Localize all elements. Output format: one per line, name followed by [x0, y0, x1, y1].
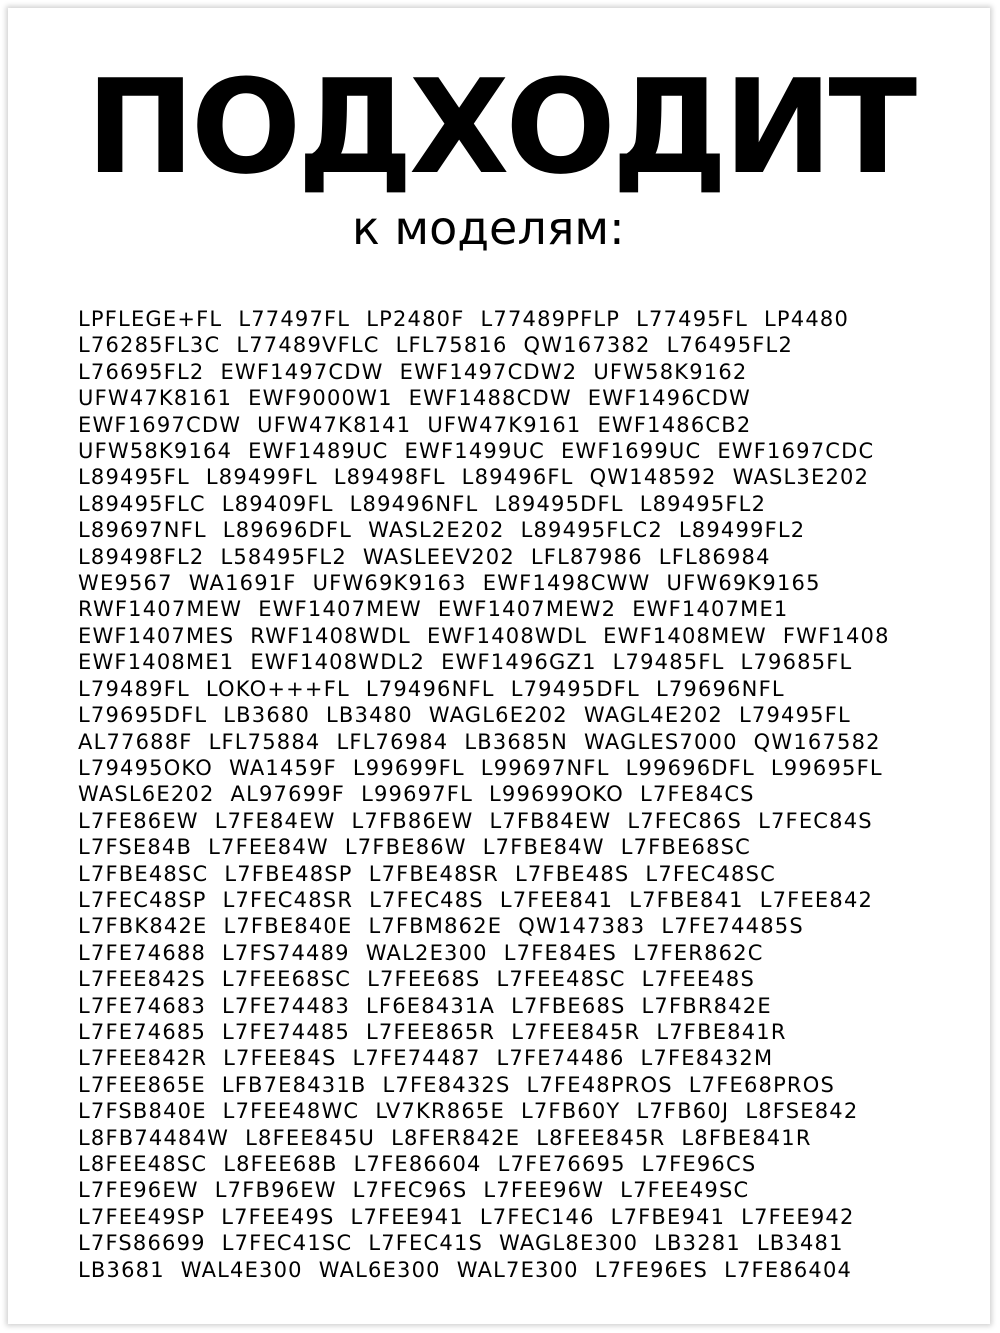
- model-code: LP4480: [764, 307, 850, 331]
- model-code: L7FS74489: [222, 940, 350, 965]
- model-code: WA1459F: [229, 755, 337, 780]
- model-code: LB3480: [326, 703, 413, 728]
- model-line: [78, 1125, 948, 1151]
- model-code: L7FE74486: [496, 1046, 625, 1071]
- model-line: [78, 385, 948, 411]
- model-code: L58495FL2: [220, 544, 347, 569]
- model-line: [78, 464, 948, 490]
- model-code: L8FEE48SC: [78, 1152, 208, 1176]
- model-code: EWF1697CDC: [717, 439, 875, 464]
- model-code: L8FER842E: [391, 1125, 521, 1150]
- model-line: [78, 570, 948, 596]
- model-code: L76495FL2: [666, 333, 794, 358]
- model-code: L7FE8432M: [640, 1046, 774, 1071]
- model-code: EWF1497CDW: [220, 359, 384, 384]
- model-code: L7FEC48SC: [645, 861, 777, 886]
- model-code: L7FE74685: [78, 1019, 207, 1044]
- model-code: LFL75884: [208, 729, 321, 754]
- model-code: FWF1408: [782, 623, 890, 648]
- model-code: L79496NFL: [365, 676, 495, 701]
- model-code: L7FEE942: [741, 1204, 855, 1229]
- model-code: EWF1408ME1: [78, 650, 235, 675]
- model-line: [78, 940, 948, 966]
- model-code: L77497FL: [238, 307, 351, 331]
- model-line: [78, 993, 948, 1019]
- model-code: EWF1499UC: [404, 439, 545, 464]
- model-code: WE9567: [78, 571, 173, 596]
- model-code: QW167582: [753, 729, 881, 754]
- model-code: L7FBE86W: [344, 835, 467, 860]
- model-code: L89495FL2: [639, 491, 767, 516]
- model-code: L7FBE84W: [482, 835, 605, 860]
- model-code: L7FE86404: [724, 1257, 853, 1282]
- model-code: LF6E8431A: [366, 993, 496, 1018]
- model-code: EWF1497CDW2: [399, 359, 578, 384]
- model-code: QW148592: [589, 465, 717, 490]
- model-line: [78, 438, 948, 464]
- model-code: L7FE84CS: [639, 782, 755, 807]
- model-line: [78, 808, 948, 834]
- model-code: L7FE74485: [222, 1019, 351, 1044]
- model-code: L89495DFL: [494, 491, 624, 516]
- model-line: [78, 596, 948, 622]
- model-code: L79485FL: [612, 650, 725, 675]
- model-code: L89495FL: [78, 465, 190, 490]
- model-line: [78, 1072, 948, 1098]
- model-code: L7FB96EW: [214, 1178, 337, 1203]
- model-line: [78, 1151, 948, 1177]
- model-code: L7FEE865E: [78, 1072, 206, 1097]
- model-code: L7FE84ES: [503, 940, 618, 965]
- model-code: L89498FL2: [78, 544, 205, 569]
- model-code: L77495FL: [636, 307, 749, 331]
- model-code: L7FE84EW: [214, 808, 336, 833]
- model-code: L7FBE68S: [511, 993, 626, 1018]
- model-code: L76695FL2: [78, 359, 205, 384]
- model-code: LV7KR865E: [375, 1099, 505, 1124]
- model-line: [78, 544, 948, 570]
- model-code: EWF1489UC: [248, 439, 389, 464]
- model-code: L89498FL: [333, 465, 446, 490]
- model-code: L8FB74484W: [78, 1125, 230, 1150]
- model-code: LFL76984: [336, 729, 449, 754]
- model-code: LP2480F: [366, 307, 465, 331]
- model-code: L7FEC48SP: [78, 887, 207, 912]
- model-code: L7FEC41S: [368, 1231, 484, 1256]
- model-code: L89496FL: [461, 465, 574, 490]
- model-code: L7FBR842E: [641, 993, 772, 1018]
- model-code: L7FBE48SC: [78, 861, 209, 886]
- model-code: EWF1699UC: [560, 439, 702, 464]
- model-code: L7FE96EW: [78, 1178, 199, 1203]
- model-code: L79495FL: [738, 703, 851, 728]
- model-code: EWF1407MEW: [258, 597, 422, 622]
- page-subtitle: к моделям:: [352, 201, 625, 255]
- model-line: [78, 1257, 948, 1283]
- model-code: WAL7E300: [456, 1257, 579, 1282]
- model-line: [78, 1045, 948, 1071]
- model-code: L7FSE84B: [78, 835, 193, 860]
- model-code: UFW47K8161: [78, 386, 233, 411]
- model-code: L89499FL2: [678, 518, 806, 543]
- model-code: L79489FL: [78, 676, 190, 701]
- model-code: L7FEC48SR: [222, 887, 354, 912]
- model-code: L7FB60Y: [520, 1099, 621, 1124]
- model-code: L7FEE865R: [366, 1019, 496, 1044]
- model-code: L8FEE845R: [536, 1125, 666, 1150]
- model-code: L99696DFL: [625, 755, 755, 780]
- model-line: [78, 1098, 948, 1124]
- model-code: L77489PFLP: [480, 307, 621, 331]
- model-code: LFB7E8431B: [221, 1072, 367, 1097]
- model-code: EWF1407MEW2: [437, 597, 617, 622]
- model-code: AL97699F: [230, 782, 346, 807]
- model-code: L7FEE842: [759, 887, 874, 912]
- model-code: WAGLES7000: [584, 729, 738, 754]
- model-code: L7FEE941: [350, 1204, 464, 1229]
- model-code: L79685FL: [740, 650, 853, 675]
- model-line: [78, 887, 948, 913]
- model-code: L77489VFLC: [236, 333, 380, 358]
- model-code: L7FBM862E: [368, 914, 503, 939]
- model-code: L99695FL: [770, 755, 883, 780]
- model-code: L79495DFL: [510, 676, 640, 701]
- model-code: EWF1408MEW: [603, 623, 767, 648]
- model-line: [78, 861, 948, 887]
- model-code: L89409FL: [221, 491, 334, 516]
- model-code: L89496NFL: [349, 491, 479, 516]
- model-code: L7FEC84S: [758, 808, 873, 833]
- model-code: L7FEE842R: [78, 1046, 208, 1071]
- model-code: L99697FL: [361, 782, 473, 807]
- model-code: RWF1408WDL: [250, 623, 411, 648]
- model-line: [78, 676, 948, 702]
- model-code: L89499FL: [205, 465, 318, 490]
- model-code: L7FBE841R: [656, 1019, 787, 1044]
- model-line: [78, 966, 948, 992]
- model-code: L8FSE842: [745, 1099, 859, 1124]
- model-code: L7FB84EW: [489, 808, 612, 833]
- model-code: UFW69K9163: [312, 571, 467, 596]
- model-code: EWF1408WDL2: [250, 650, 426, 675]
- model-code: L99697NFL: [480, 755, 610, 780]
- model-code: LFL75816: [395, 333, 508, 358]
- model-code: EWF9000W1: [248, 386, 393, 411]
- model-code: L7FE74487: [352, 1046, 481, 1071]
- model-code: L7FBE48SP: [224, 861, 353, 886]
- model-code: L89697NFL: [78, 518, 207, 543]
- model-line: [78, 702, 948, 728]
- model-code: L7FEC48S: [369, 887, 484, 912]
- model-code: L7FBE68SC: [620, 835, 752, 860]
- model-code: L7FEC41SC: [221, 1231, 353, 1256]
- model-code: WASL6E202: [78, 782, 215, 807]
- model-code: L7FBE840E: [223, 914, 353, 939]
- model-code: LB3481: [756, 1231, 844, 1256]
- model-code: EWF1407MES: [78, 623, 235, 648]
- model-line: [78, 412, 948, 438]
- model-code: LFL87986: [530, 544, 643, 569]
- model-code: L76285FL3C: [78, 333, 221, 358]
- model-line: [78, 729, 948, 755]
- model-code: UFW58K9162: [593, 359, 748, 384]
- model-code: L7FBK842E: [78, 914, 208, 939]
- model-code: L7FEE49SP: [78, 1204, 206, 1229]
- model-code: WASL3E202: [732, 465, 870, 490]
- model-code: LB3681: [78, 1257, 165, 1282]
- model-code: WAL4E300: [180, 1257, 303, 1282]
- model-code: L7FEE841: [499, 887, 614, 912]
- model-code: UFW47K8141: [257, 412, 412, 437]
- model-code: UFW47K9161: [427, 412, 582, 437]
- model-code: UFW69K9165: [666, 571, 821, 596]
- model-code: L7FEE84W: [208, 835, 329, 860]
- model-code: LB3685N: [464, 729, 569, 754]
- model-code: L7FE86604: [353, 1152, 482, 1176]
- model-code: L7FEE48WC: [222, 1099, 360, 1124]
- model-code: L7FE8432S: [382, 1072, 511, 1097]
- model-code: L79695DFL: [78, 703, 208, 728]
- model-code: WA1691F: [188, 571, 297, 596]
- model-code: AL77688F: [78, 729, 193, 754]
- model-code: WAL6E300: [318, 1257, 441, 1282]
- model-code: L8FEE68B: [223, 1152, 338, 1176]
- model-code: WAL2E300: [365, 940, 488, 965]
- model-code: L79495OKO: [78, 755, 213, 780]
- model-code: WAGL8E300: [499, 1231, 639, 1256]
- model-code: L7FE74485S: [661, 914, 804, 939]
- model-line: [78, 755, 948, 781]
- model-code: L7FE96CS: [641, 1152, 757, 1176]
- model-code: WASL2E202: [368, 518, 505, 543]
- model-code: L7FB86EW: [351, 808, 474, 833]
- model-line: [78, 649, 948, 675]
- model-code: L7FEE48SC: [496, 967, 626, 992]
- model-code: L7FE74683: [78, 993, 207, 1018]
- model-line: [78, 517, 948, 543]
- model-code: L7FEE48S: [641, 967, 755, 992]
- model-code: L7FEE49SC: [620, 1178, 750, 1203]
- model-line: [78, 1204, 948, 1230]
- model-code: L7FE48PROS: [526, 1072, 673, 1097]
- model-code: EWF1697CDW: [78, 412, 242, 437]
- model-code: WAGL6E202: [428, 703, 568, 728]
- model-code: L7FEE84S: [223, 1046, 337, 1071]
- model-code: L89495FLC: [78, 491, 206, 516]
- model-code: QW147383: [518, 914, 646, 939]
- model-code: L7FE68PROS: [688, 1072, 835, 1097]
- model-code: L8FEE845U: [245, 1125, 376, 1150]
- model-code: EWF1486CB2: [597, 412, 752, 437]
- model-code: L7FEE68S: [367, 967, 481, 992]
- model-code: LFL86984: [658, 544, 771, 569]
- model-code: QW167382: [523, 333, 651, 358]
- model-code: LB3680: [223, 703, 311, 728]
- model-code: L7FSB840E: [78, 1099, 207, 1124]
- model-code: EWF1496GZ1: [441, 650, 597, 675]
- model-code: UFW58K9164: [78, 439, 233, 464]
- model-line: [78, 359, 948, 385]
- model-code: L7FE76695: [497, 1152, 626, 1176]
- model-code: L7FER862C: [633, 940, 764, 965]
- model-code: L99699OKO: [488, 782, 624, 807]
- model-list: [78, 306, 948, 1283]
- model-code: LOKO+++FL: [205, 676, 350, 701]
- model-code: L7FEE96W: [483, 1178, 605, 1203]
- model-code: L7FEE68SC: [221, 967, 352, 992]
- model-code: L7FEC86S: [627, 808, 743, 833]
- model-line: [78, 491, 948, 517]
- model-code: L7FBE48S: [514, 861, 630, 886]
- model-line: [78, 306, 948, 332]
- model-code: L7FE74483: [222, 993, 351, 1018]
- model-code: RWF1407MEW: [78, 597, 243, 622]
- model-code: L7FEC96S: [352, 1178, 468, 1203]
- model-code: LPFLEGE+FL: [78, 307, 223, 331]
- model-code: L8FBE841R: [681, 1125, 812, 1150]
- model-code: L7FBE48SR: [368, 861, 499, 886]
- model-code: L7FE86EW: [78, 808, 199, 833]
- model-line: [78, 1230, 948, 1256]
- model-code: L7FE74688: [78, 940, 207, 965]
- model-code: L99699FL: [352, 755, 465, 780]
- model-code: EWF1407ME1: [632, 597, 789, 622]
- model-code: L89696DFL: [222, 518, 353, 543]
- model-line: [78, 1019, 948, 1045]
- model-code: L7FEE845R: [511, 1019, 641, 1044]
- model-code: WASLEEV202: [362, 544, 515, 569]
- model-line: [78, 834, 948, 860]
- model-code: L7FS86699: [78, 1231, 206, 1256]
- model-code: L7FBE841: [629, 887, 744, 912]
- model-code: L79696NFL: [655, 676, 785, 701]
- model-code: L7FBE941: [610, 1204, 726, 1229]
- model-line: [78, 332, 948, 358]
- model-code: EWF1488CDW: [408, 386, 572, 411]
- model-code: L7FE96ES: [594, 1257, 709, 1282]
- model-code: L89495FLC2: [520, 518, 663, 543]
- model-code: EWF1408WDL: [426, 623, 588, 648]
- model-code: WAGL4E202: [583, 703, 723, 728]
- model-code: L7FB60J: [636, 1099, 730, 1124]
- model-code: LB3281: [654, 1231, 741, 1256]
- model-line: [78, 781, 948, 807]
- model-code: L7FEE842S: [78, 967, 206, 992]
- model-code: EWF1498CWW: [482, 571, 651, 596]
- model-line: [78, 1177, 948, 1203]
- model-code: L7FEE49S: [221, 1204, 335, 1229]
- model-line: [78, 913, 948, 939]
- page-title: ПОДХОДИТ: [86, 51, 914, 203]
- model-code: L7FEC146: [479, 1204, 595, 1229]
- model-code: EWF1496CDW: [587, 386, 751, 411]
- model-line: [78, 623, 948, 649]
